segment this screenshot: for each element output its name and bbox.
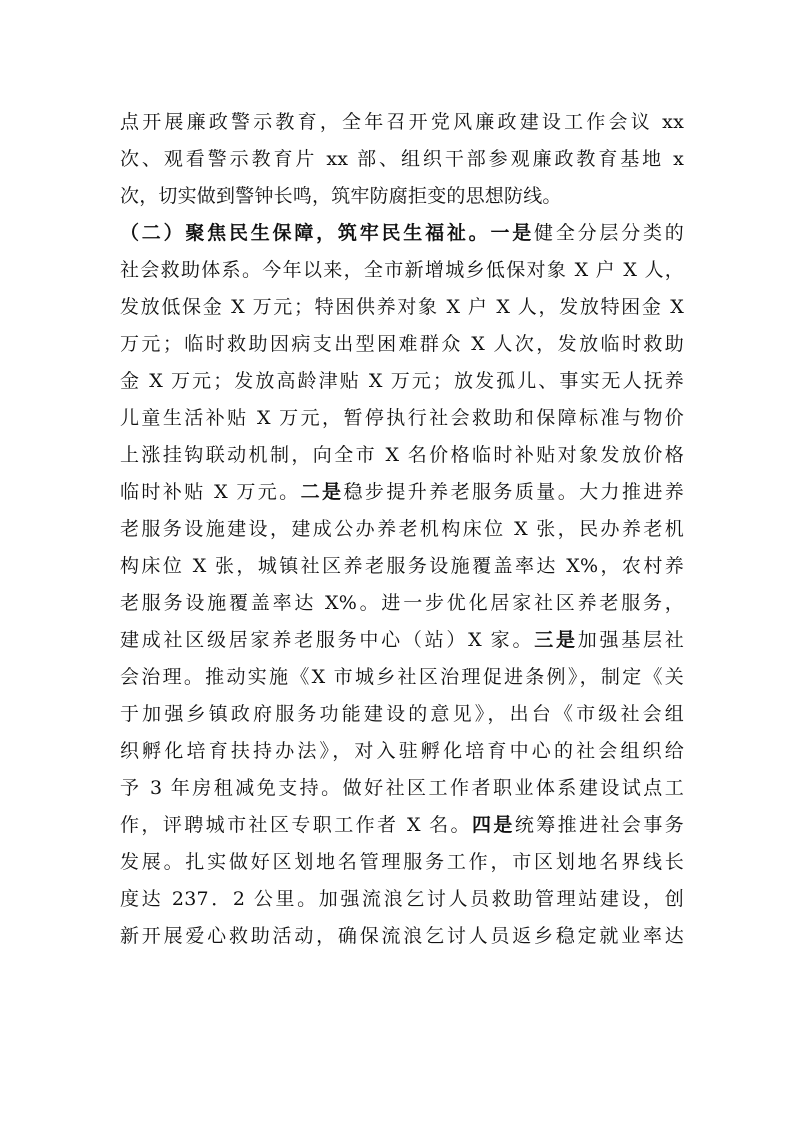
text-line [120,696,684,733]
text-line [120,807,684,844]
bold-text-run: 三是 [534,629,578,651]
text-run: 次，切实做到警钟长鸣，筑牢防腐拒变的思想防线。 [120,185,562,207]
text-line [120,252,684,289]
text-run: 发展。扎实做好区划地名管理服务工作，市区划地名界线长 [120,851,684,873]
text-line [120,881,684,918]
text-line [120,363,684,400]
text-line [120,178,684,215]
text-line [120,659,684,696]
text-run: 老服务设施覆盖率达 X%。进一步优化居家社区养老服务， [120,592,684,614]
text-line [120,437,684,474]
text-run: 次、观看警示教育片 xx 部、组织干部参观廉政教育基地 x [120,148,684,170]
bold-text-run: （二）聚焦民生保障，筑牢民生福祉。 [120,222,491,244]
text-run: 会治理。推动实施《X 市城乡社区治理促进条例》，制定《关 [120,666,684,688]
text-line [120,289,684,326]
text-run: 于加强乡镇政府服务功能建设的意见》，出台《市级社会组 [120,703,684,725]
text-run: 儿童生活补贴 X 万元，暂停执行社会救助和保障标准与物价 [120,407,684,429]
text-line [120,733,684,770]
text-line [120,141,684,178]
text-run: 织孵化培育扶持办法》，对入驻孵化培育中心的社会组织给 [120,740,684,762]
text-line [120,104,684,141]
bold-text-run: 四是 [471,814,515,836]
text-line [120,548,684,585]
text-line [120,474,684,511]
text-run: 上涨挂钩联动机制，向全市 X 名价格临时补贴对象发放价格 [120,444,684,466]
text-line [120,770,684,807]
text-run: 老服务设施建设，建成公办养老机构床位 X 张，民办养老机 [120,518,684,540]
text-run: 新开展爱心救助活动，确保流浪乞讨人员返乡稳定就业率达 [120,925,684,947]
bold-text-run: 一是 [490,222,535,244]
text-line [120,844,684,881]
text-line [120,511,684,548]
text-run: 临时补贴 X 万元。 [120,481,301,503]
text-run: 发放低保金 X 万元；特困供养对象 X 户 X 人，发放特困金 X [120,296,684,318]
document-body [120,104,684,955]
text-run: 予 3 年房租减免支持。做好社区工作者职业体系建设试点工 [120,777,684,799]
text-line [120,215,684,252]
text-run: 建成社区级居家养老服务中心（站）X 家。 [120,629,535,651]
text-run: 度达 237．2 公里。加强流浪乞讨人员救助管理站建设，创 [120,888,684,910]
text-line [120,918,684,955]
text-run: 加强基层社 [577,629,684,651]
text-run: 社会救助体系。今年以来，全市新增城乡低保对象 X 户 X 人， [120,259,684,281]
text-line [120,585,684,622]
text-run: 统筹推进社会事务 [514,814,684,836]
text-run: 万元；临时救助因病支出型困难群众 X 人次，发放临时救助 [120,333,684,355]
text-line [120,400,684,437]
text-run: 构床位 X 张，城镇社区养老服务设施覆盖率达 X%，农村养 [120,555,684,577]
text-run: 稳步提升养老服务质量。大力推进养 [343,481,684,503]
text-line [120,326,684,363]
text-run: 健全分层分类的 [534,222,684,244]
text-line [120,622,684,659]
text-run: 作，评聘城市社区专职工作者 X 名。 [120,814,472,836]
text-run: 点开展廉政警示教育，全年召开党风廉政建设工作会议 xx [120,111,684,133]
bold-text-run: 二是 [300,481,344,503]
text-run: 金 X 万元；发放高龄津贴 X 万元；放发孤儿、事实无人抚养 [120,370,684,392]
